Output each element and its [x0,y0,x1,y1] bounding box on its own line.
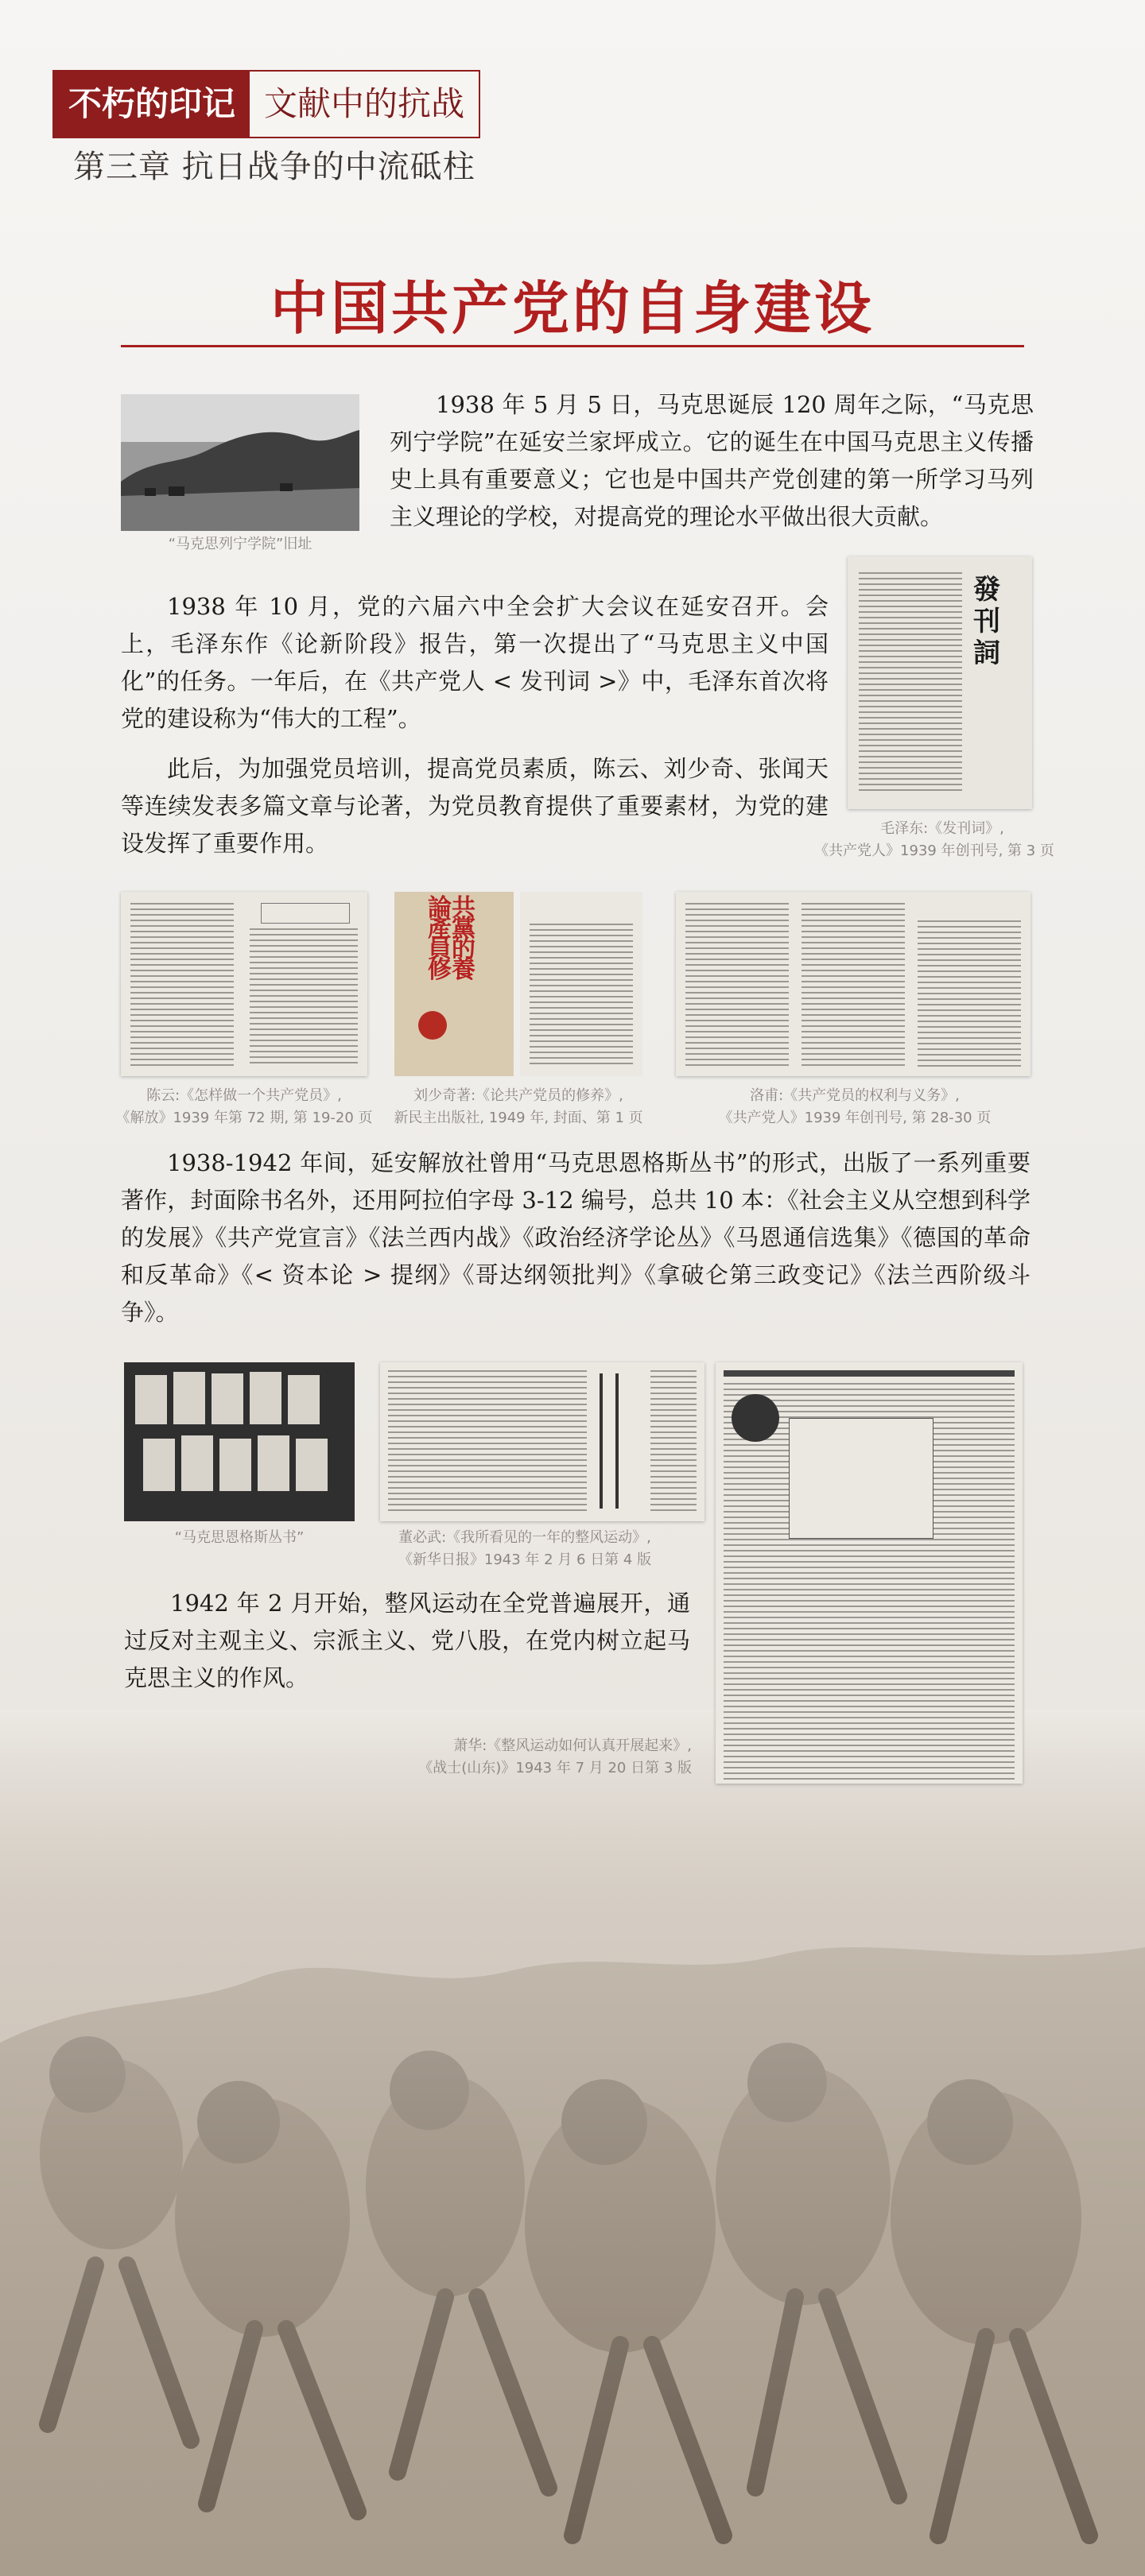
exhibition-tag [52,70,480,138]
document-caption-line2: 《共产党人》1939 年创刊号, 第 3 页 [814,843,1054,859]
chenyun-caption-line2: 《解放》1939 年第 72 期, 第 19-20 页 [115,1110,373,1126]
chenyun-article-image [121,892,367,1076]
marx-engels-series-photo [124,1362,355,1521]
liushaoqi-caption-line2: 新民主出版社, 1949 年, 封面、第 1 页 [394,1110,643,1126]
luofu-caption-line2: 《共产党人》1939 年创刊号, 第 28-30 页 [718,1110,992,1126]
paragraph-party-training: 此后，为加强党员培训，提高党员素质，陈云、刘少奇、张闻天等连续发表多篇文章与论著，为党员教育提供了重要素材，为党的建设发挥了重要作用。 [121,755,829,857]
chapter-heading: 第三章 抗日战争的中流砥柱 [73,149,475,185]
document-heading-text: 發刊詞 [973,574,1000,669]
chenyun-caption-line1: 陈云:《怎样做一个共产党员》, [146,1087,342,1104]
xiaohua-caption-line2: 《战士(山东)》1943 年 7 月 20 日第 3 版 [418,1760,692,1776]
luofu-article-image [676,892,1030,1076]
paragraph-marx-leninist-institute: 1938 年 5 月 5 日，马克思诞辰 120 周年之际，“马克思列宁学院”在延安兰家坪成立。它的诞生在中国马克思主义传播史上具有重要意义；它也是中国共产党创建的第一所学习马列主义理论的学校，对提高党的理论水平做出很大贡献。 [390,391,1034,530]
marx-leninist-institute-photo [121,394,359,531]
paragraph-marx-engels-series: 1938-1942 年间，延安解放社曾用“马克思恩格斯丛书”的形式，出版了一系列重要著作，封面除书名外，还用阿拉伯字母 3-12 编号，总共 10 本：《社会主义从空想到科学的发展》《共产党宣言》《法兰西内战》《政治经济学论丛》《马恩通信选集》《德国的革命和反革命》《< 资本论 > 提纲》《哥达纲领批判》《拿破仑第三政变记》《法兰西阶级斗争》。 [121,1149,1030,1326]
luofu-caption-line1: 洛甫:《共产党员的权利与义务》, [750,1087,960,1104]
document-caption-line1: 毛泽东:《发刊词》, [880,820,1004,837]
page-title: 中国共产党的自身建设 [270,275,875,342]
paragraph-rectification-movement: 1942 年 2 月开始，整风运动在全党普遍展开，通过反对主观主义、宗派主义、党八股，在党内树立起马克思主义的作风。 [124,1590,690,1691]
dongbiwu-caption-line1: 董必武:《我所看见的一年的整风运动》, [398,1529,651,1546]
exhibition-tag-secondary: 文献中的抗战 [250,72,479,137]
paragraph-new-stage-report: 1938 年 10 月，党的六届六中全会扩大会议在延安召开。会上，毛泽东作《论新阶段》报告，第一次提出了“马克思主义中国化”的任务。一年后，在《共产党人 < 发刊词 >》中，毛泽东首次将党的建设称为“伟大的工程”。 [121,593,829,732]
title-divider [121,345,1024,347]
mao-fakanci-document-image [848,556,1032,809]
liushaoqi-caption-line1: 刘少奇著:《论共产党员的修养》, [413,1087,623,1104]
photo-caption: “马克思列宁学院”旧址 [168,536,312,552]
dongbiwu-newspaper-image [380,1362,704,1521]
liushaoqi-book-image [394,892,642,1076]
xiaohua-caption-line1: 萧华:《整风运动如何认真开展起来》, [453,1737,692,1754]
xiaohua-newspaper-image [716,1362,1023,1784]
stone-relief-soldiers-image [0,1709,1145,2576]
dongbiwu-caption-line2: 《新华日报》1943 年 2 月 6 日第 4 版 [398,1551,652,1568]
book-cover-title: 論共產黨員的修養 [428,894,475,984]
exhibition-tag-primary: 不朽的印记 [54,72,250,137]
series-photo-caption: “马克思恩格斯丛书” [174,1529,305,1546]
